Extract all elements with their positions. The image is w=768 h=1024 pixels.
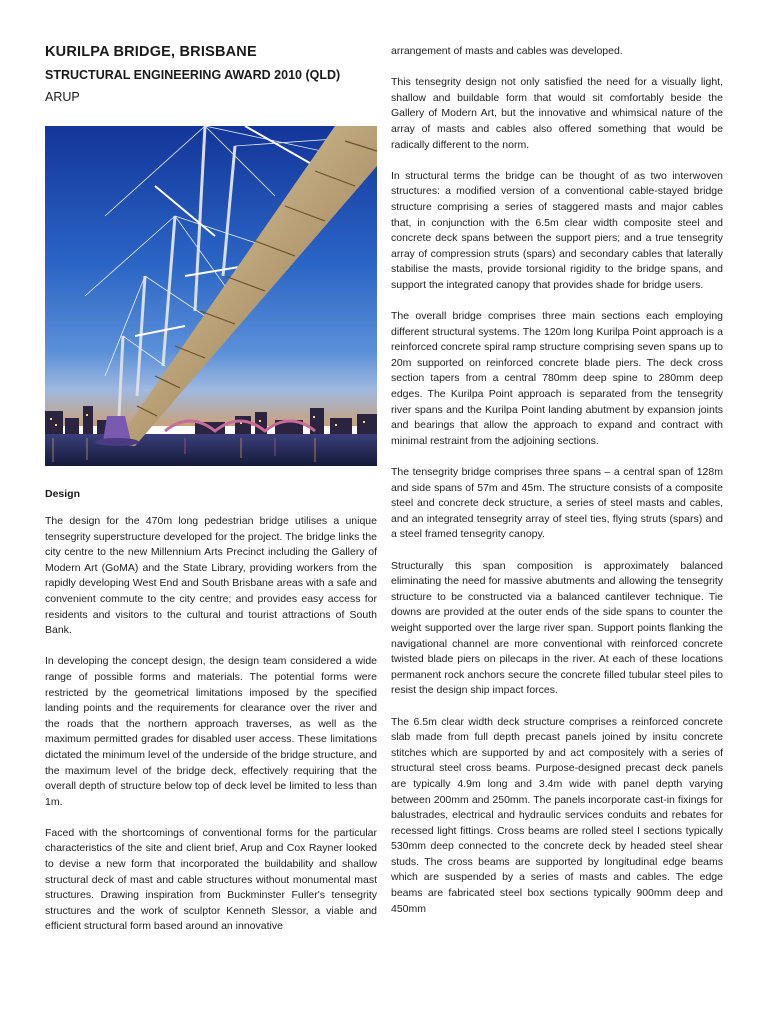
right-paragraph-6: Structurally this span composition is approximately balanced eliminating the need for massive abutments and allowing the tensegrity structure to be constructed via a balanced cantilever technique. Tie downs are provided at the outer ends of the side spans to counter the weight supported over the large river span. Support points flanking the navigational channel are more conventional with reinforced concrete twisted blade piers on pilecaps in the river. At each of these locations permanent rock anchors secure the concrete filled tubular steel piles to resist the design ship impact forces. — [391, 559, 723, 697]
right-paragraph-3: In structural terms the bridge can be thought of as two interwoven structures: a modified version of a conventional cable-stayed bridge structure comprising a series of staggered masts and major cables that, in conjunction with the 6.5m clear width composite steel and concrete deck spans between the support piers; and a true tensegrity array of compression struts (spars) and secondary cables that laterally stabilise the masts, provide torsional rigidity to the bridge spans, and support the integrated canopy that provides shade for bridge users. — [391, 169, 723, 291]
left-paragraph-1: The design for the 470m long pedestrian bridge utilises a unique tensegrity superstructure developed for the project. The bridge links the city centre to the new Millennium Arts Precinct including the Gallery of Modern Art (GoMA) and the State Library, providing workers from the rapidly developing West End and South Brisbane areas with a safe and convenient commute to the city centre; and provides easy access for residents and visitors to the cultural and tourist attractions of South Bank. — [45, 515, 377, 637]
left-paragraph-2: In developing the concept design, the design team considered a wide range of possible forms and materials. The potential forms were restricted by the geometrical limitations imposed by the specified landing points and the requirements for clearance over the river and the roads that the northern approach traverses, as well as the maximum permitted grades for disabled user access. These limitations dictated the minimum level of the underside of the bridge structure, and the maximum level of the bridge deck, effectively requiring that the overall depth of structure below top of deck level be limited to less than 1m. — [45, 655, 377, 808]
firm-name: ARUP — [45, 90, 80, 104]
award-subtitle: STRUCTURAL ENGINEERING AWARD 2010 (QLD) — [45, 68, 341, 82]
bridge-photo — [45, 126, 377, 466]
right-paragraph-2: This tensegrity design not only satisfied the need for a visually light, shallow and buildable form that would sit comfortably beside the Gallery of Modern Art, but the innovative and whimsical nature of the array of masts and cables also offered something that would be radically different to the norm. — [391, 76, 723, 151]
river — [45, 434, 377, 466]
right-paragraph-1: arrangement of masts and cables was developed. — [391, 45, 623, 57]
article-title: KURILPA BRIDGE, BRISBANE — [45, 44, 257, 60]
right-paragraph-7: The 6.5m clear width deck structure comprises a reinforced concrete slab made from full depth precast panels joined by insitu concrete stitches which are supported by and act compositely with a series of structural steel cross beams. Purpose-designed precast deck panels are typically 4.9m long and 3.4m wide with panel depth varying between 200mm and 250mm. The panels incorporate cast-in fixings for balustrades, electrical and hydraulic services conduits and rebates for recessed light fittings. Cross beams are rolled steel I sections typically 530mm deep connected to the concrete deck by headed steel shear studs. The cross beams are supported by longitudinal edge beams which are suspended by a series of masts and cables. The edge beams are fabricated steel box sections typically 900mm deep and 450mm — [391, 715, 723, 915]
right-paragraph-4: The overall bridge comprises three main sections each employing different structural systems. The 120m long Kurilpa Point approach is a reinforced concrete spiral ramp structure comprising seven spans up to 20m supported on reinforced concrete blade piers. The deck cross section tapers from a central 780mm deep spine to 280mm deep edges. The Kurilpa Point approach is separated from the tensegrity river spans and the Kurilpa Point landing abutment by expansion joints and bearings that allow the approach to expand and contract with minimal restraint from the adjoining sections. — [391, 310, 723, 447]
pier-base — [95, 438, 139, 446]
left-column — [45, 44, 377, 951]
left-paragraph-3: Faced with the shortcomings of conventional forms for the particular characteristics of the site and client brief, Arup and Cox Rayner looked to devise a new form that incorporated the buildability and shallow structural deck of mast and cable structures without monumental mast structures. Drawing inspiration from Buckminster Fuller's tensegrity structures and the work of sculptor Kenneth Slessor, a viable and efficient structural form based around an innovative — [45, 826, 377, 933]
right-column — [391, 44, 723, 933]
section-heading-design: Design — [45, 488, 81, 500]
right-paragraph-5: The tensegrity bridge comprises three spans – a central span of 128m and side spans of 57m and 45m. The structure consists of a composite steel and concrete deck structure, a series of steel masts and cables, and an integrated tensegrity array of steel ties, flying struts (spars) and a steel framed tensegrity canopy. — [391, 466, 723, 541]
